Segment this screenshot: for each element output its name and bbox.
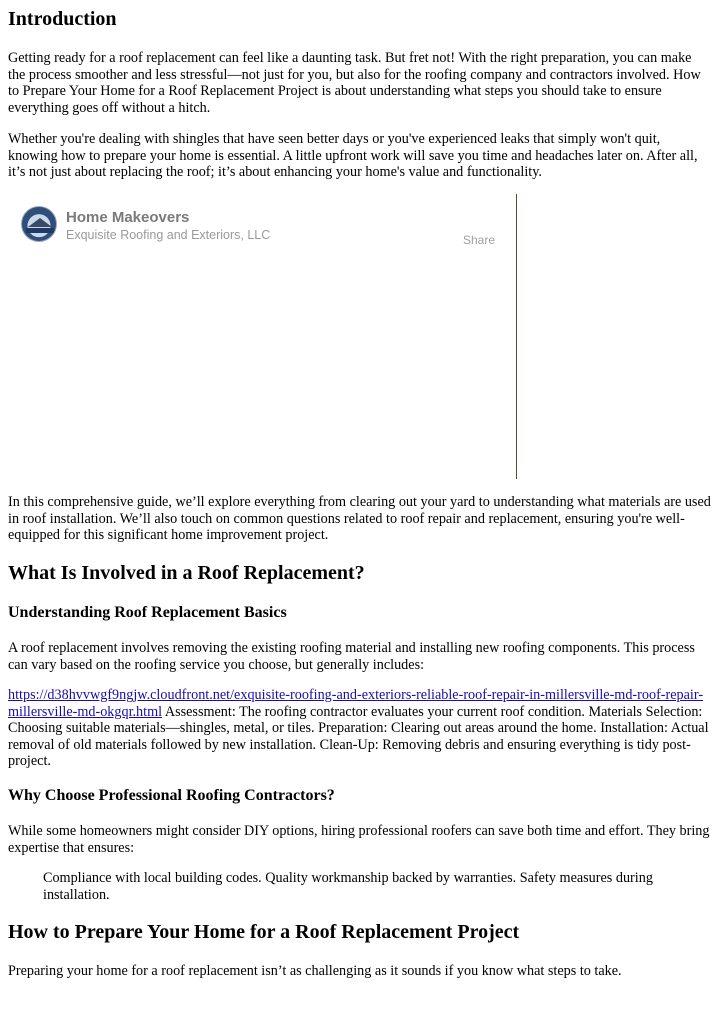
section-heading-how-to-prepare: How to Prepare Your Home for a Roof Replacement Project	[8, 921, 520, 943]
section-heading-what-is-involved: What Is Involved in a Roof Replacement?	[8, 562, 365, 584]
intro-paragraph-1: Getting ready for a roof replacement can feel like a daunting task. But fret not! With the right preparation, you can make the process smoother and less stressful—not just for you, but also for the roofing company and contractors involved. How to Prepare Your Home for a Roof Replacement Project is about understanding what steps you should take to ensure everything goes off without a hitch.	[8, 50, 701, 116]
intro-paragraph-3: In this comprehensive guide, we’ll explore everything from clearing out your yard to understanding what materials are used in roof installation. We’ll also touch on common questions related to roof repair and replacement, ensuring you're well-equipped for this significant home improvement project.	[8, 494, 711, 544]
video-channel-title[interactable]: Home Makeovers	[66, 209, 190, 226]
video-channel-subtitle[interactable]: Exquisite Roofing and Exteriors, LLC	[66, 228, 271, 242]
professionals-paragraph: While some homeowners might consider DIY options, hiring professional roofers can save both time and effort. They bring expertise that ensures:	[8, 823, 710, 856]
prepare-paragraph: Preparing your home for a roof replacement isn’t as challenging as it sounds if you know what steps to take.	[8, 963, 622, 979]
channel-logo-icon[interactable]	[21, 206, 57, 242]
intro-heading: Introduction	[8, 8, 117, 30]
subheading-basics: Understanding Roof Replacement Basics	[8, 604, 287, 621]
basics-paragraph: A roof replacement involves removing the existing roofing material and installing new roofing components. This process can vary based on the roofing service you choose, but generally includes:	[8, 640, 695, 673]
embedded-video[interactable]	[8, 194, 517, 479]
professionals-benefits: Compliance with local building codes. Quality workmanship backed by warranties. Safety measures during installation.	[43, 870, 653, 903]
steps-text: Assessment: The roofing contractor evaluates your current roof condition. Materials Selection: Choosing suitable materials—shingles, metal, or tiles. Preparation: Clearing out areas around the home. Installation: Actual removal of old materials followed by new installation. Clean-Up: Removing debris and ensuring everything is tidy post-project.	[8, 703, 709, 770]
intro-paragraph-2: Whether you're dealing with shingles that have seen better days or you've experienced leaks that simply won't quit, knowing how to prepare your home is essential. A little upfront work will save you time and headaches later on. After all, it’s not just about replacing the roof; it’s about enhancing your home's value and functionality.	[8, 131, 698, 181]
share-button[interactable]: Share	[463, 233, 496, 247]
steps-paragraph	[8, 687, 712, 770]
article-link[interactable]: https://d38hvvwgf9ngjw.cloudfront.net/exquisite-roofing-and-exteriors-reliable-roof-repair-in-millersville-md-roof-repair-millersville-md-okgqr.html	[8, 687, 704, 720]
subheading-professionals: Why Choose Professional Roofing Contractors?	[8, 787, 335, 804]
